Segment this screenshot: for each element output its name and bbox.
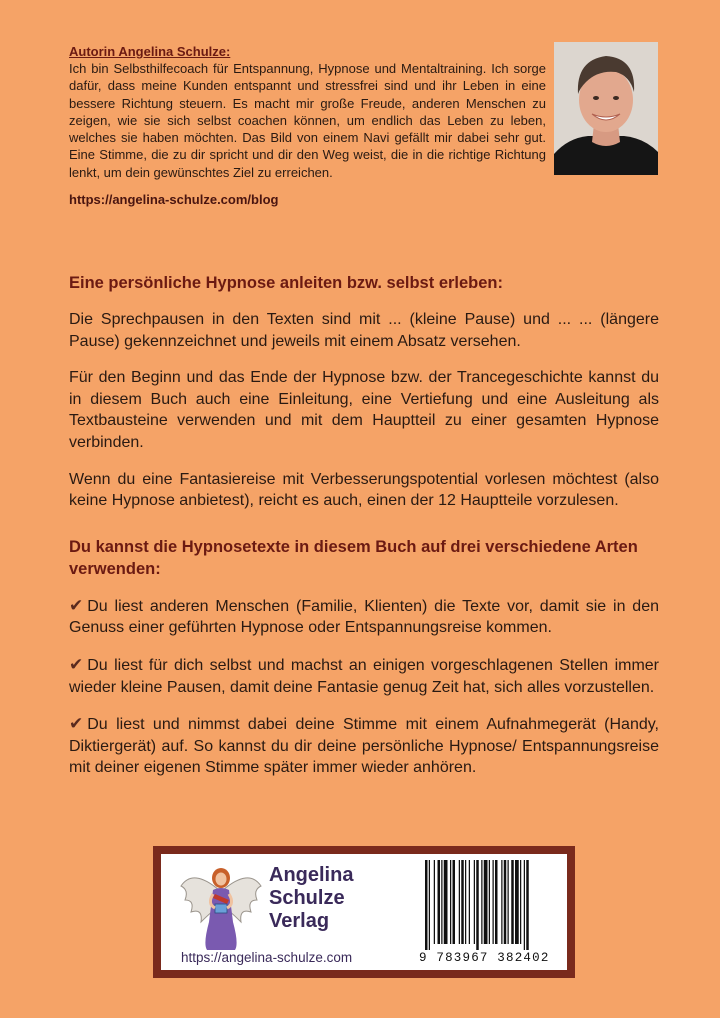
- barcode-bar: [481, 860, 482, 944]
- barcode-bar: [461, 860, 464, 944]
- barcode-bar: [511, 860, 514, 944]
- barcode-bar: [508, 860, 509, 944]
- barcode-bar: [493, 860, 494, 944]
- publisher-box: [153, 846, 575, 978]
- barcode-icon: [423, 860, 561, 950]
- barcode-bar: [465, 860, 466, 944]
- barcode-bar: [453, 860, 456, 944]
- publisher-name-line: Schulze: [269, 887, 345, 909]
- author-photo: [554, 42, 658, 175]
- paragraph-beginn-ende: Für den Beginn und das Ende der Hypnose bzw. der Trancegeschichte kannst du in diesem Buch auch eine Einleitung, eine Vertiefung und eine Ausleitung als Textbausteine verwenden und mit dem Hauptteil zu einer gesamten Hypnose verbinden.: [69, 369, 659, 451]
- barcode-bar: [438, 860, 441, 944]
- publisher-name-line: Verlag: [269, 910, 330, 932]
- barcode-bar: [425, 860, 428, 950]
- author-blog-link[interactable]: https://angelina-schulze.com/blog: [69, 192, 279, 208]
- list-item: [69, 713, 659, 779]
- barcode-bar: [434, 860, 435, 944]
- list-item: [69, 654, 659, 698]
- author-heading: Autorin Angelina Schulze:: [69, 44, 231, 59]
- barcode-bar: [469, 860, 470, 944]
- checkmark-icon: ✔: [69, 714, 84, 734]
- section-heading-verwendung: Du kannst die Hypnosetexte in diesem Buch auf drei verschiedene Arten verwenden:: [69, 537, 638, 578]
- barcode-bar: [484, 860, 488, 944]
- angel-logo-icon: [179, 860, 263, 954]
- list-item: [69, 595, 659, 639]
- barcode-bar: [459, 860, 460, 944]
- publisher-name: [269, 864, 353, 933]
- barcode-bar: [444, 860, 448, 944]
- barcode-bar: [524, 860, 525, 950]
- publisher-panel: [161, 854, 567, 970]
- author-block: [69, 43, 546, 208]
- author-portrait-image: [554, 42, 658, 175]
- section-heading-hypnose: Eine persönliche Hypnose anleiten bzw. selbst erleben:: [69, 274, 504, 292]
- checkmark-icon: ✔: [69, 595, 84, 615]
- barcode-bar: [474, 860, 475, 944]
- paragraph-sprechpausen: Die Sprechpausen in den Texten sind mit ... (kleine Pause) und ... ... (längere Pause) gekennzeichnet und jeweils mit einem Absatz versehen.: [69, 311, 659, 350]
- publisher-name-line: Angelina: [269, 864, 354, 886]
- checkmark-icon: ✔: [69, 654, 84, 674]
- list-item-text: Du liest für dich selbst und machst an einigen vorgeschlagenen Stellen immer wieder kleine Pausen, damit deine Fantasie genug Zeit hat, sich alles vorzustellen.: [69, 656, 659, 696]
- barcode-bar: [504, 860, 507, 944]
- publisher-url[interactable]: https://angelina-schulze.com: [181, 950, 353, 965]
- barcode-bar: [515, 860, 519, 944]
- barcode-bar: [441, 860, 442, 944]
- barcode-bar: [476, 860, 479, 950]
- barcode-bar: [501, 860, 502, 944]
- author-bio: Ich bin Selbsthilfecoach für Entspannung, Hypnose und Mentaltraining. Ich sorge dafür, dass meine Kunden entspannt und stressfrei sind und ihr Leben in eine bessere Richtung steuern. Es macht mir große Freude, anderen Menschen zu zeigen, wie sie sich selbst coachen können, um endlich das Leben zu leben, welches sie haben möchten. Das Bild von einem Navi gefällt mir dabei sehr gut. Eine Stimme, die zu dir spricht und dir den Weg weist, die in die richtige Richtung lenkt, um dein gewünschtes Ziel zu erreichen.: [69, 61, 546, 180]
- main-content: [69, 272, 659, 779]
- paragraph-fantasiereise: Wenn du eine Fantasiereise mit Verbesserungspotential vorlesen möchtest (also keine Hypnose anbietest), reicht es auch, einen der 12 Hauptteile vorzulesen.: [69, 470, 659, 510]
- list-item-text: Du liest anderen Menschen (Familie, Klienten) die Texte vor, damit sie in den Genuss einer geführten Hypnose oder Entspannungsreise kommen.: [69, 597, 659, 637]
- barcode-bar: [520, 860, 521, 944]
- barcode-bar: [450, 860, 451, 944]
- barcode-bar: [495, 860, 498, 944]
- barcode-bar: [526, 860, 529, 950]
- list-item-text: Du liest und nimmst dabei deine Stimme mit einem Aufnahmegerät (Handy, Diktiergerät) auf. So kannst du dir deine persönliche Hypnose/ Entspannungsreise mit deiner eigenen Stimme später immer wieder anhören.: [69, 716, 659, 777]
- isbn-number: 9 783967 382402: [419, 951, 550, 965]
- barcode-bar: [429, 860, 430, 950]
- barcode-bar: [489, 860, 490, 944]
